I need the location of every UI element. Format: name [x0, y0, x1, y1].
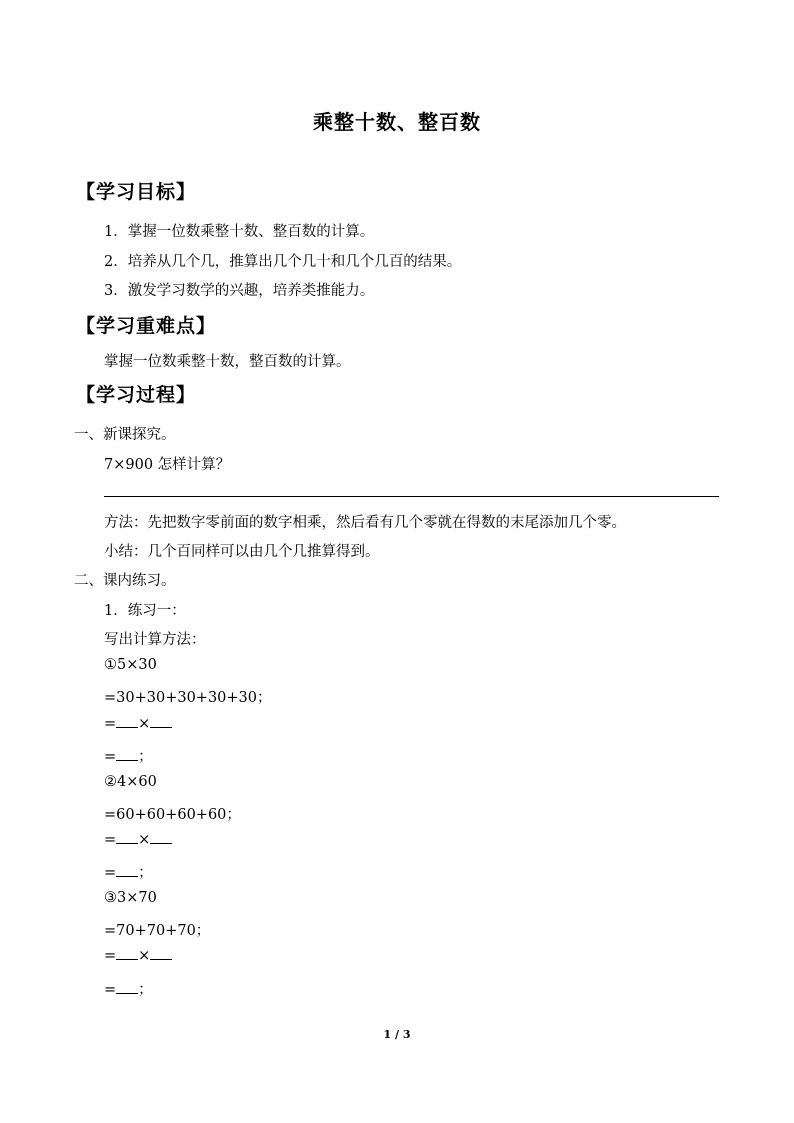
process-heading: 【学习过程】	[76, 384, 197, 406]
answer-line	[104, 496, 719, 497]
section1-summary: 小结：几个百同样可以由几个几推算得到。	[104, 544, 380, 560]
goal-item-2: 2．培养从几个几，推算出几个几十和几个几百的结果。	[104, 254, 462, 270]
blank	[116, 866, 138, 877]
blank	[116, 717, 138, 728]
times-sign: ×	[138, 948, 151, 964]
blank	[116, 833, 138, 844]
equals-sign: =	[104, 982, 117, 998]
section1-title: 一、新课探究。	[74, 427, 176, 443]
semicolon: ；	[138, 749, 153, 765]
goals-heading: 【学习目标】	[76, 181, 197, 203]
blank	[150, 833, 172, 844]
document-title: 乘整十数、整百数	[313, 110, 481, 134]
equals-sign: =	[104, 948, 117, 964]
blank	[116, 750, 138, 761]
blank	[116, 949, 138, 960]
equals-sign: =	[104, 832, 117, 848]
problem-1-result	[104, 745, 153, 766]
section2-title: 二、课内练习。	[74, 573, 176, 589]
goal-item-1: 1．掌握一位数乘整十数、整百数的计算。	[104, 224, 375, 240]
section1-method: 方法：先把数字零前面的数字相乘，然后看有几个零就在得数的末尾添加几个零。	[104, 515, 626, 531]
semicolon: ；	[138, 982, 153, 998]
problem-3-expression: ③3×70	[104, 890, 157, 906]
semicolon: ；	[138, 865, 153, 881]
problem-2-result	[104, 861, 153, 882]
equals-sign: =	[104, 749, 117, 765]
problem-3-result	[104, 978, 153, 999]
problem-3-multiplication	[104, 948, 172, 964]
equals-sign: =	[104, 716, 117, 732]
problem-3-sum: =70+70+70；	[104, 923, 211, 939]
problem-2-sum: =60+60+60+60；	[104, 807, 241, 823]
problem-1-expression: ①5×30	[104, 657, 157, 673]
problem-1-multiplication	[104, 716, 172, 732]
section1-question: 7×900 怎样计算？	[104, 457, 231, 473]
blank	[150, 949, 172, 960]
blank	[150, 717, 172, 728]
times-sign: ×	[138, 832, 151, 848]
blank	[116, 983, 138, 994]
page-number: 1 / 3	[383, 1028, 411, 1041]
goal-item-3: 3．激发学习数学的兴趣，培养类推能力。	[104, 283, 375, 299]
key-points-heading: 【学习重难点】	[76, 315, 217, 337]
problem-2-multiplication	[104, 832, 172, 848]
key-points-text: 掌握一位数乘整十数，整百数的计算。	[104, 354, 351, 370]
problem-1-sum: =30+30+30+30+30；	[104, 690, 272, 706]
exercise-instruction: 写出计算方法：	[104, 632, 206, 648]
equals-sign: =	[104, 865, 117, 881]
problem-2-expression: ②4×60	[104, 774, 157, 790]
exercise-title: 1．练习一：	[104, 603, 186, 619]
times-sign: ×	[138, 716, 151, 732]
